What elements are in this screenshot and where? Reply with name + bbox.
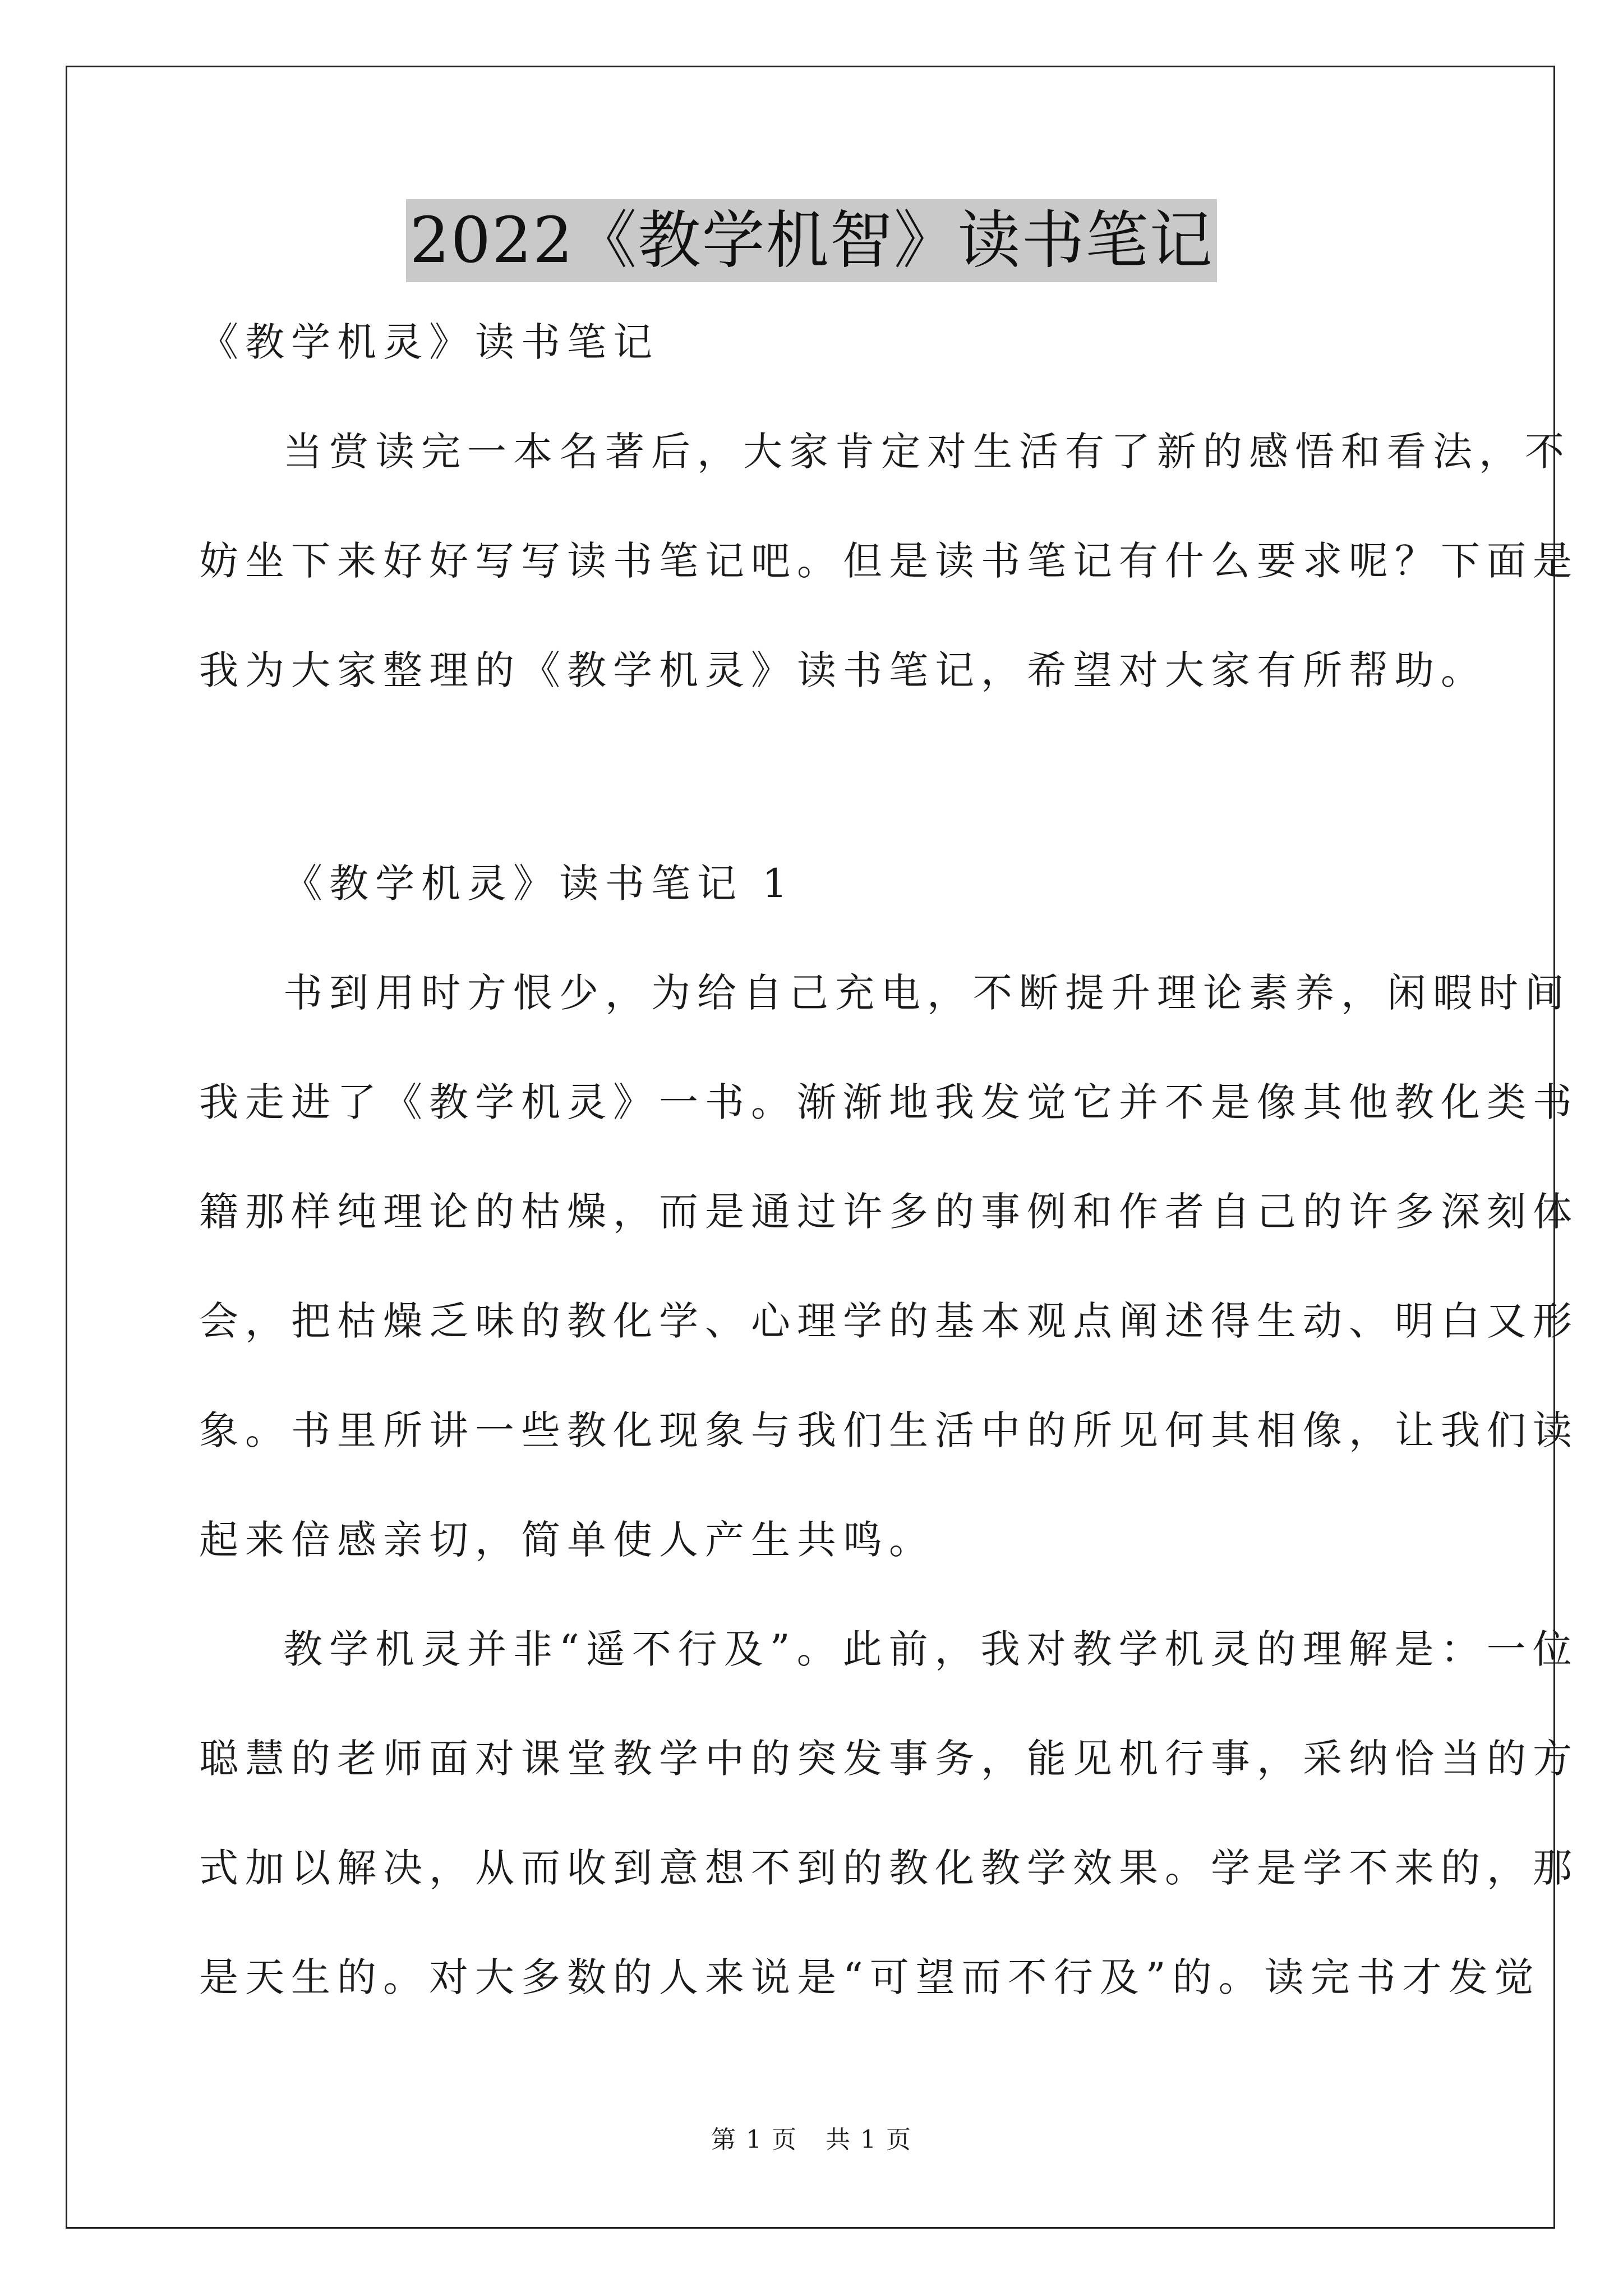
paragraph-line: 我走进了《教学机灵》一书。渐渐地我发觉它并不是像其他教化类书: [199, 1079, 1579, 1125]
paragraph-line: 起来倍感亲切，简单使人产生共鸣。: [199, 1517, 935, 1563]
intro-line: 妨坐下来好好写写读书笔记吧。但是读书笔记有什么要求呢？下面是: [199, 538, 1579, 584]
page-number: 第 1 页: [711, 2125, 797, 2154]
section-heading: 《教学机灵》读书笔记 1: [283, 861, 794, 907]
paragraph-line: 教学机灵并非“遥不行及”。此前，我对教学机灵的理解是：一位: [283, 1626, 1579, 1672]
paragraph-line: 式加以解决，从而收到意想不到的教化教学效果。学是学不来的，那: [199, 1845, 1579, 1891]
paragraph-line: 书到用时方恨少，为给自己充电，不断提升理论素养，闲暇时间: [283, 970, 1571, 1016]
paragraph-line: 会，把枯燥乏味的教化学、心理学的基本观点阐述得生动、明白又形: [199, 1298, 1579, 1344]
intro-line: 当赏读完一本名著后，大家肯定对生活有了新的感悟和看法，不: [283, 429, 1571, 475]
paragraph-line: 籍那样纯理论的枯燥，而是通过许多的事例和作者自己的许多深刻体: [199, 1189, 1579, 1235]
page-footer: [0, 2126, 1623, 2154]
title-container: [0, 199, 1623, 282]
paragraph-line: 聪慧的老师面对课堂教学中的突发事务，能见机行事，采纳恰当的方: [199, 1736, 1579, 1782]
intro-line: 我为大家整理的《教学机灵》读书笔记，希望对大家有所帮助。: [199, 647, 1487, 693]
page-total: 共 1 页: [826, 2125, 912, 2154]
document-body: [199, 319, 1579, 2000]
paragraph-line: 是天生的。对大多数的人来说是“可望而不行及”的。读完书才发觉: [199, 1954, 1541, 2000]
document-title: 2022《教学机智》读书笔记: [406, 199, 1216, 282]
heading: 《教学机灵》读书笔记: [199, 319, 659, 365]
paragraph-line: 象。书里所讲一些教化现象与我们生活中的所见何其相像，让我们读: [199, 1407, 1579, 1453]
